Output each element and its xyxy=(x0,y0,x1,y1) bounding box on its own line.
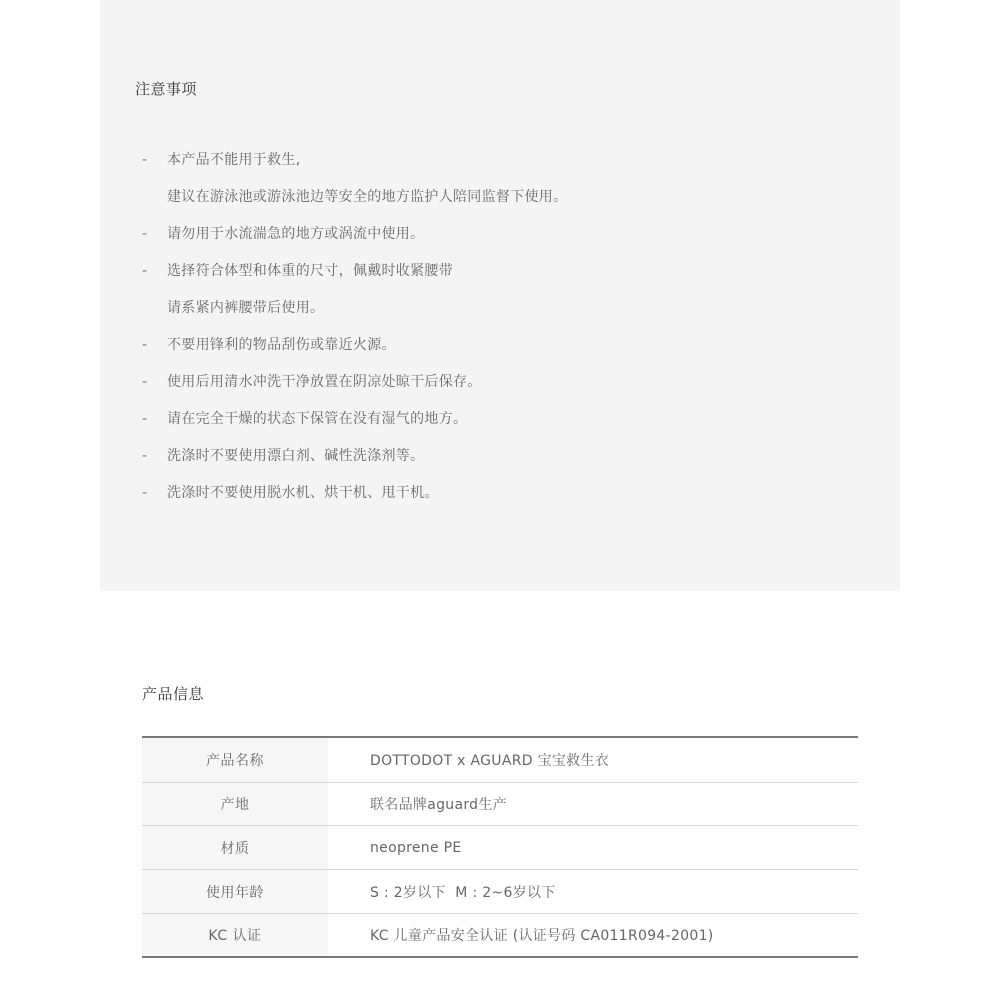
table-row xyxy=(142,826,858,870)
notice-text: 请勿用于水流湍急的地方或涡流中使用。 xyxy=(167,226,425,242)
notice-text: 选择符合体型和体重的尺寸，佩戴时收紧腰带 xyxy=(167,263,453,279)
dash-bullet: - xyxy=(142,411,148,427)
row-label: 材质 xyxy=(142,826,328,870)
notice-item-continuation xyxy=(140,296,567,333)
dash-bullet: - xyxy=(142,448,148,464)
dash-bullet: - xyxy=(142,485,148,501)
notice-text: 请在完全干燥的状态下保管在没有湿气的地方。 xyxy=(167,411,468,427)
row-value: neoprene PE xyxy=(328,826,858,870)
row-label: 产品名称 xyxy=(142,737,328,783)
notice-text: 本产品不能用于救生, xyxy=(167,152,301,168)
row-value: KC 儿童产品安全认证 (认证号码 CA011R094-2001) xyxy=(328,914,858,958)
notice-panel xyxy=(100,0,900,591)
row-label: 产地 xyxy=(142,783,328,826)
notice-title: 注意事项 xyxy=(135,80,198,98)
notice-text: 使用后用清水冲洗干净放置在阴凉处晾干后保存。 xyxy=(167,374,482,390)
dash-bullet: - xyxy=(142,374,148,390)
notice-text: 建议在游泳池或游泳池边等安全的地方监护人陪同监督下使用。 xyxy=(167,189,568,205)
table-row xyxy=(142,870,858,914)
dash-bullet: - xyxy=(142,263,148,279)
table-row xyxy=(142,914,858,958)
row-label: 使用年龄 xyxy=(142,870,328,914)
notice-text: 洗涤时不要使用脱水机、烘干机、甩干机。 xyxy=(167,485,439,501)
table-row xyxy=(142,737,858,783)
product-info-title: 产品信息 xyxy=(142,685,205,703)
notice-list xyxy=(140,148,567,518)
product-info-table xyxy=(142,736,858,958)
notice-item xyxy=(140,481,567,518)
notice-text: 请系紧内裤腰带后使用。 xyxy=(167,300,325,316)
notice-item xyxy=(140,148,567,185)
notice-item xyxy=(140,444,567,481)
dash-bullet: - xyxy=(142,226,148,242)
row-label: KC 认证 xyxy=(142,914,328,958)
notice-item xyxy=(140,370,567,407)
row-value: 联名品牌aguard生产 xyxy=(328,783,858,826)
dash-bullet: - xyxy=(142,152,148,168)
row-value: DOTTODOT x AGUARD 宝宝救生衣 xyxy=(370,753,610,769)
notice-text: 洗涤时不要使用漂白剂、碱性洗涤剂等。 xyxy=(167,448,425,464)
notice-item xyxy=(140,407,567,444)
notice-item xyxy=(140,222,567,259)
notice-item-continuation xyxy=(140,185,567,222)
notice-item xyxy=(140,259,567,296)
dash-bullet: - xyxy=(142,337,148,353)
notice-item xyxy=(140,333,567,370)
row-value: S : 2岁以下 M : 2~6岁以下 xyxy=(328,870,858,914)
table-row xyxy=(142,783,858,826)
notice-text: 不要用锋利的物品刮伤或靠近火源。 xyxy=(167,337,396,353)
